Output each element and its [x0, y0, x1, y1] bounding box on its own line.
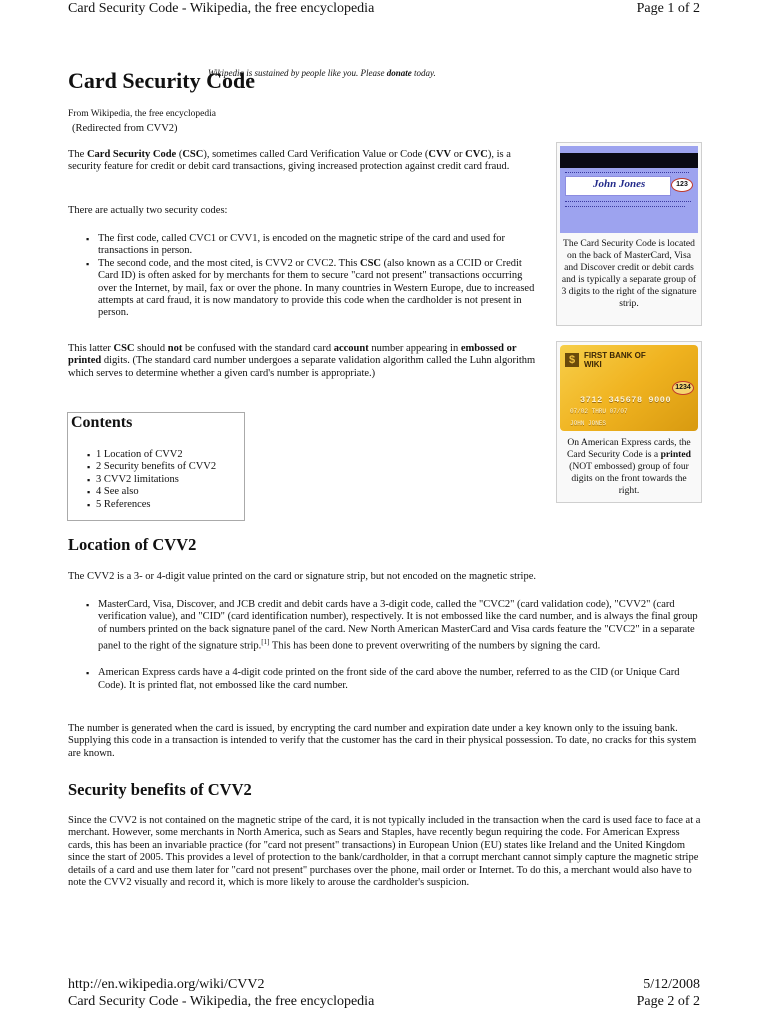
list-item: ▪ The second code, and the most cited, is CVV2 or CVC2. This CSC (also known as a CCID or Credit Card ID) is often asked for by merchants for them to secure "card not present" transactions occurring over the Internet, by mail, fax or over the phone. In many countries in Western Europe, due to increased attempts at card fraud, it is now mandatory to provide this code when the cardholder is not present in person. — [68, 258, 539, 320]
toc-item-benefits[interactable]: ▪ 2 Security benefits of CVV2 — [68, 461, 216, 473]
section-heading-benefits: Security benefits of CVV2 — [68, 780, 252, 799]
card-valid-dates: 07/02 THRU 07/07 — [570, 408, 628, 415]
reference-link[interactable]: [1] — [261, 638, 270, 647]
figure-caption: The Card Security Code is located on the back of MasterCard, Visa and Discover credit or debit cards and is typically a separate group of 3 digits to the right of the signature strip. — [561, 238, 697, 309]
magnetic-stripe — [560, 153, 698, 168]
toc-item-location[interactable]: ▪ 1 Location of CVV2 — [68, 449, 216, 461]
figure-amex-front — [556, 341, 702, 503]
footer-url[interactable]: http://en.wikipedia.org/wiki/CVV2 — [68, 977, 265, 992]
footer-page: Page 2 of 2 — [636, 994, 700, 1009]
bank-logo-icon: $ — [565, 353, 579, 367]
intro-paragraph: The Card Security Code (CSC), sometimes called Card Verification Value or Code (CVV or CVC), is a security feature for credit or debit card transactions, giving increased protection against credit card fraud. — [68, 149, 511, 173]
security-code-list — [68, 233, 539, 320]
print-header-title: Card Security Code - Wikipedia, the free encyclopedia — [68, 1, 375, 16]
toc-list — [68, 449, 216, 511]
location-intro: The CVV2 is a 3- or 4-digit value printed on the card or signature strip, but not encoded on the magnetic stripe. — [68, 571, 537, 582]
bank-name: FIRST BANK OF WIKI — [584, 351, 646, 369]
page-title: Card Security Code — [68, 68, 255, 93]
luhn-paragraph: This latter CSC should not be confused with the standard card account number appearing in embossed or printed digits. (The standard card number undergoes a separate validation algorithm called the Luhn algorithm which serves to determine whether a given card's number is appropriate.) — [68, 343, 536, 379]
section-heading-location: Location of CVV2 — [68, 535, 197, 554]
list-item: ▪ MasterCard, Visa, Discover, and JCB credit and debit cards have a 3-digit code, called the "CVC2" (card validation code), "CVV2" (card verification value), and "CID" (card identification number), respectively. It is not embossed like the card number, and is always the final group of numbers printed on the back signature panel of the card. New North American MasterCard and Visa cards feature the "CVC2" in a separate panel to the right of the signature strip.[1] This has been done to prevent overwriting of the numbers by signing the card. — [68, 599, 703, 653]
location-paragraph: The number is generated when the card is issued, by encrypting the card number and expiration date under a key known only to the issuing bank. Supplying this code in a transaction is intended to verify that the customer has the card in their physical possession. To date, no cracks for this system are known. — [68, 723, 697, 759]
list-item: ▪ American Express cards have a 4-digit code printed on the front side of the card above the number, referred to as the CID (or Unique Card Code). It is printed flat, not embossed like the card number. — [68, 667, 703, 692]
table-of-contents — [67, 412, 245, 521]
from-wikipedia: From Wikipedia, the free encyclopedia — [68, 109, 216, 119]
cvv-code-badge: 123 — [671, 178, 693, 192]
figure-card-back — [556, 142, 702, 326]
two-codes-text: There are actually two security codes: — [68, 205, 228, 216]
list-item: ▪ The first code, called CVC1 or CVV1, is encoded on the magnetic stripe of the card and used for transactions in person. — [68, 233, 539, 258]
toc-item-see-also[interactable]: ▪ 4 See also — [68, 486, 216, 498]
toc-item-references[interactable]: ▪ 5 References — [68, 499, 216, 511]
print-header-page: Page 1 of 2 — [636, 1, 700, 16]
cid-code-badge: 1234 — [672, 381, 694, 395]
card-holder: JOHN JONES — [570, 420, 607, 427]
card-number: 3712 345678 9000 — [580, 395, 672, 405]
signature: John Jones — [593, 178, 646, 190]
gold-card-image — [560, 345, 698, 431]
card-back-image — [560, 146, 698, 233]
benefits-paragraph: Since the CVV2 is not contained on the magnetic stripe of the card, it is not typically included in the transaction when the card is used face to face at a merchant. However, some merchants in North America, such as Sears and Staples, have recently begun requiring the code. For American Express cards, this has been an invariable practice (for "card not present" transactions) in European Union (EU) states like Ireland and the United Kingdom since the start of 2005. This provides a level of protection to the bank/cardholder, in that a corrupt merchant cannot simply capture the magnetic stripe details of a card and use them later for "card not present" purchases over the phone, mail order or Internet. To do this, a merchant would also have to note the CVV2 visually and record it, which is more likely to arouse the cardholder's suspicion. — [68, 815, 701, 889]
redirected-note: (Redirected from CVV2) — [72, 123, 178, 134]
footer-date: 5/12/2008 — [643, 977, 700, 992]
donate-banner: Wikipedia is sustained by people like you. Please donate today. — [208, 68, 436, 78]
footer-title: Card Security Code - Wikipedia, the free encyclopedia — [68, 994, 375, 1009]
donate-link[interactable]: donate — [386, 68, 412, 78]
figure-caption: On American Express cards, the Card Security Code is a printed (NOT embossed) group of four digits on the front towards the right. — [567, 437, 691, 496]
card-code-list — [68, 599, 703, 692]
toc-heading: Contents — [71, 414, 133, 431]
signature-strip — [565, 176, 671, 196]
toc-item-limitations[interactable]: ▪ 3 CVV2 limitations — [68, 474, 216, 486]
